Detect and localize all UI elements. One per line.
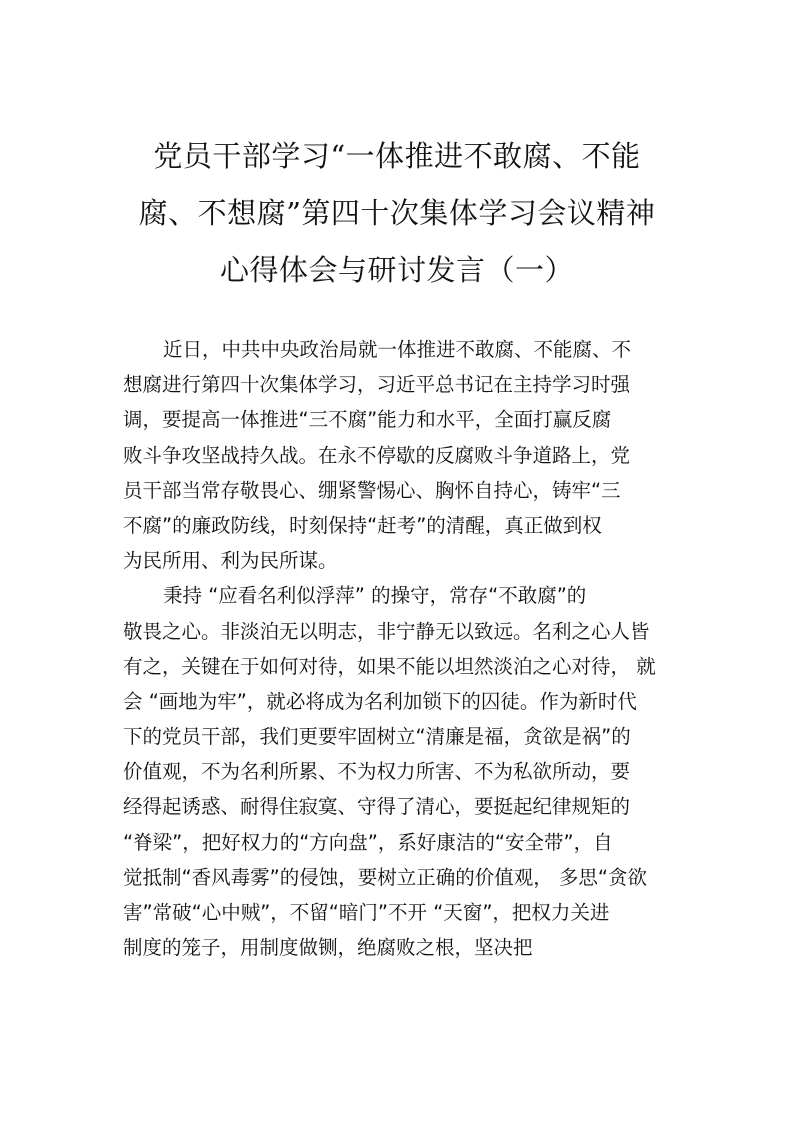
paragraph-line: 为民所用、利为民所谋。 — [123, 549, 338, 573]
paragraph-line: 调，要提高一体推进“三不腐”能力和水平，全面打赢反腐 — [123, 408, 612, 432]
paragraph-line: 害”常破“心中贼”，不留“暗门”不开 “天窗”，把权力关进 — [123, 901, 610, 924]
title-line-1: 党员干部学习“一体推进不敢腐、不能 — [153, 139, 641, 173]
document-title — [110, 128, 684, 299]
paragraph-line: 近日，中共中央政治局就一体推进不敢腐、不能腐、不 — [163, 338, 632, 361]
paragraph-line: 经得起诱惑、耐得住寂寞、守得了清心，要挺起纪律规矩的 — [123, 795, 631, 819]
paragraph-1 — [123, 332, 683, 578]
title-line-3: 心得体会与研讨发言（一） — [219, 253, 574, 287]
paragraph-line: 下的党员干部，我们更要牢固树立“清廉是福，贪欲是祸”的 — [123, 725, 631, 749]
paragraph-line: 不腐”的廉政防线，时刻保持“赶考”的清醒，真正做到权 — [123, 513, 602, 537]
paragraph-line: “脊梁”，把好权力的“方向盘”，系好康洁的“安全带”，自 — [123, 830, 613, 854]
paragraph-line: 制度的笼子，用制度做铡，绝腐败之根，坚决把 — [123, 936, 533, 960]
paragraph-line: 想腐进行第四十次集体学习，习近平总书记在主持学习时强 — [123, 373, 631, 397]
paragraph-line: 员干部当常存敬畏心、绷紧警惕心、胸怀自持心，铸牢“三 — [123, 478, 621, 502]
paragraph-line: 敬畏之心。非淡泊无以明志，非宁静无以致远。名利之心人皆 — [123, 619, 650, 643]
paragraph-line: 价值观，不为名利所累、不为权力所害、不为私欲所动，要 — [123, 760, 631, 784]
paragraph-line: 有之，关键在于如何对待，如果不能以坦然淡泊之心对待， 就 — [123, 654, 656, 678]
paragraph-line: 觉抵制“香风毒雾”的侵蚀，要树立正确的价值观， 多思“贪欲 — [123, 865, 648, 889]
paragraph-line: 败斗争攻坚战持久战。在永不停歇的反腐败斗争道路上，党 — [123, 443, 631, 467]
paragraph-line: 秉持 “应看名利似浮萍” 的操守，常存“不敢腐”的 — [163, 584, 587, 608]
paragraph-line: 会 “画地为牢”，就必将成为名利加锁下的囚徒。作为新时代 — [123, 689, 637, 713]
title-line-2: 腐、不想腐”第四十次集体学习会议精神 — [138, 196, 656, 230]
paragraph-2 — [123, 578, 683, 965]
document-body — [123, 332, 683, 965]
